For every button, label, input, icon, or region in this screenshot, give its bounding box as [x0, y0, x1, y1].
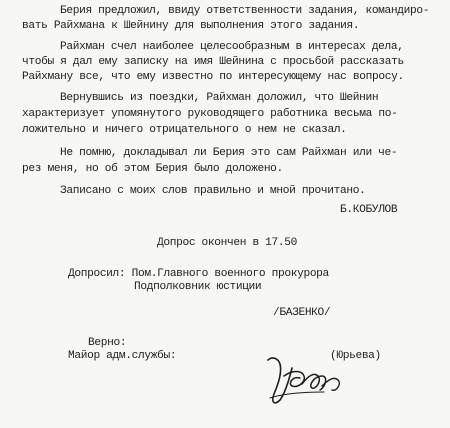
- body-line-4: чтобы я дал ему записку на имя Шейнина с просьбой рассказать: [22, 56, 404, 68]
- body-line-11: Записано с моих слов правильно и мной прочитано.: [60, 185, 366, 197]
- officer-name: (Юрьева): [330, 350, 381, 362]
- body-line-9: Не помню, докладывал ли Берия это сам Райхман или че-: [60, 147, 398, 159]
- officer-title: Майор адм.службы:: [68, 350, 177, 362]
- handwritten-signature: [262, 346, 350, 416]
- signer-name: Б.КОБУЛОВ: [340, 204, 398, 216]
- body-line-7: характеризует упомянутого руководящего работника весьма по-: [22, 108, 398, 120]
- body-line-2: вать Райхмана к Шейнину для выполнения этого задания.: [22, 20, 360, 32]
- interrogation-end: Допрос окончен в 17.50: [157, 237, 297, 249]
- interrogator-line-1: Допросил: Пом.Главного военного прокурора: [68, 268, 329, 280]
- body-line-10: рез меня, но об этом Берия было доложено.: [22, 163, 283, 175]
- interrogator-name: /БАЗЕНКО/: [273, 307, 331, 319]
- body-line-3: Райхман счел наиболее целесообразным в интересах дела,: [60, 41, 404, 53]
- body-line-8: ложительно и ничего отрицательного о нем не сказал.: [22, 124, 347, 136]
- body-line-1: Берия предложил, ввиду ответственности задания, командиро-: [60, 5, 430, 17]
- verified-label: Верно:: [88, 337, 127, 349]
- body-line-5: Райхману все, что ему известно по интересующему нас вопросу.: [22, 71, 404, 83]
- body-line-6: Вернувшись из поездки, Райхман доложил, что Шейнин: [60, 92, 379, 104]
- interrogator-line-2: Подполковник юстиции: [134, 281, 262, 293]
